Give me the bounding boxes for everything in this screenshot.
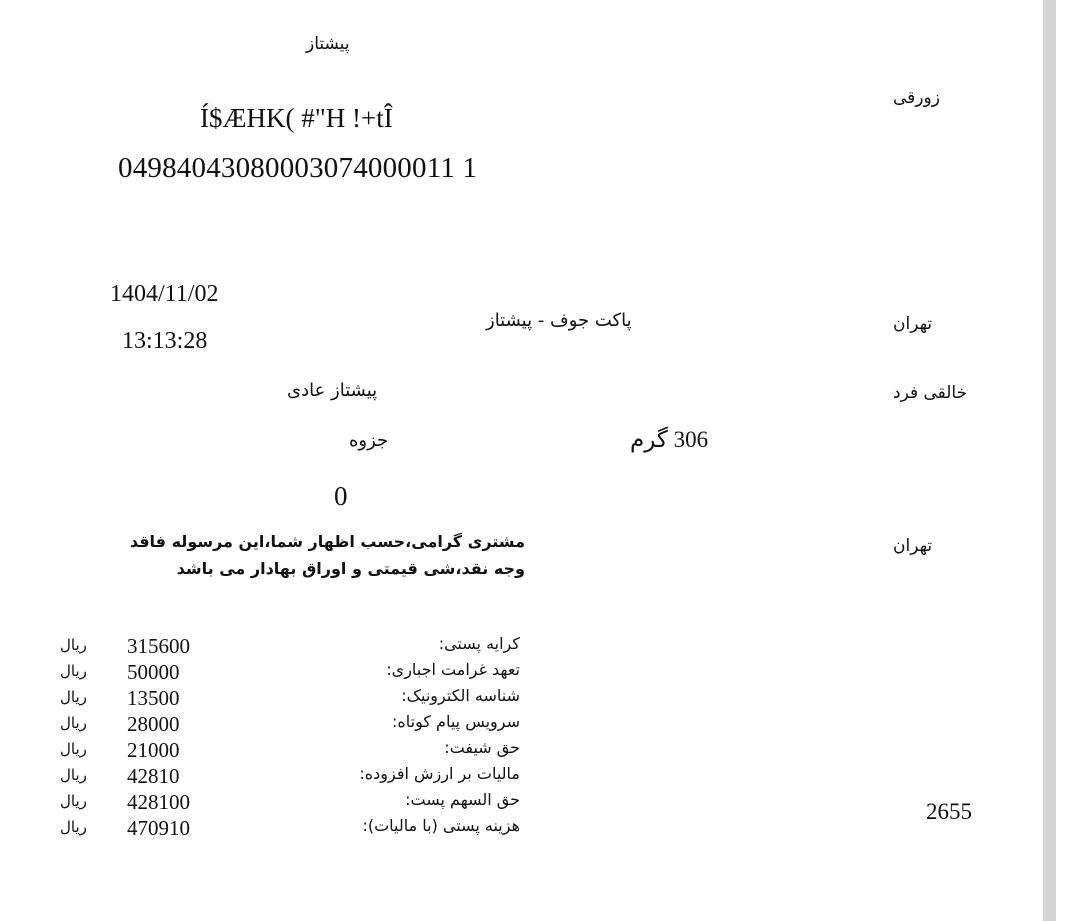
fee-label: هزینه پستی (با مالیات): — [362, 816, 520, 835]
fee-amount: 21000 — [127, 738, 180, 762]
declared-value: 0 — [334, 481, 348, 511]
fee-row — [0, 764, 520, 790]
fee-unit: ریال — [60, 766, 87, 784]
fee-row — [0, 686, 520, 712]
fee-amount: 42810 — [127, 764, 180, 788]
date: 1404/11/02 — [110, 281, 219, 307]
scrollbar[interactable] — [1043, 0, 1056, 921]
fee-label: سرویس پیام کوتاه: — [391, 712, 520, 731]
fee-amount: 428100 — [127, 790, 190, 814]
fee-unit: ریال — [60, 688, 87, 706]
recipient-name: خالقی فرد — [893, 383, 968, 403]
origin-city: تهران — [893, 314, 933, 334]
tracking-number: 04984043080003074000011 1 — [118, 152, 478, 184]
service-title: پیشتاز — [306, 34, 350, 54]
fee-row — [0, 738, 520, 764]
destination-city: تهران — [893, 536, 933, 556]
fee-row — [0, 660, 520, 686]
fee-amount: 50000 — [127, 660, 180, 684]
fee-amount: 28000 — [127, 712, 180, 736]
fee-unit: ریال — [60, 714, 87, 732]
fee-unit: ریال — [60, 636, 87, 654]
fee-row — [0, 816, 520, 842]
barcode-text: Í$ÆHK( #"H !+tÎ — [200, 103, 393, 133]
fee-row — [0, 712, 520, 738]
fee-amount: 470910 — [127, 816, 190, 840]
sender-name: زورقی — [893, 88, 940, 108]
fee-row — [0, 634, 520, 660]
content-type: جزوه — [349, 430, 389, 451]
package-type: پاکت جوف - پیشتاز — [486, 310, 632, 331]
fee-label: مالیات بر ارزش افزوده: — [359, 764, 520, 783]
fee-row — [0, 790, 520, 816]
fee-label: کرایه پستی: — [438, 634, 520, 653]
time: 13:13:28 — [122, 328, 208, 354]
fee-unit: ریال — [60, 740, 87, 758]
fee-label: حق السهم پست: — [405, 790, 520, 809]
fee-label: شناسه الکترونیک: — [401, 686, 520, 705]
fee-unit: ریال — [60, 662, 87, 680]
fee-unit: ریال — [60, 792, 87, 810]
fee-label: حق شیفت: — [444, 738, 520, 757]
office-code: 2655 — [926, 799, 972, 824]
fee-amount: 315600 — [127, 634, 190, 658]
declaration-notice: مشتری گرامی،حسب اظهار شما،این مرسوله فاقد وجه نقد،شی قیمتی و اوراق بهادار می باشد — [129, 532, 525, 578]
fee-unit: ریال — [60, 818, 87, 836]
service-type: پیشتاز عادی — [287, 380, 378, 401]
weight: 306 گرم — [630, 427, 709, 452]
fee-amount: 13500 — [127, 686, 180, 710]
fee-label: تعهد غرامت اجباری: — [386, 660, 520, 679]
